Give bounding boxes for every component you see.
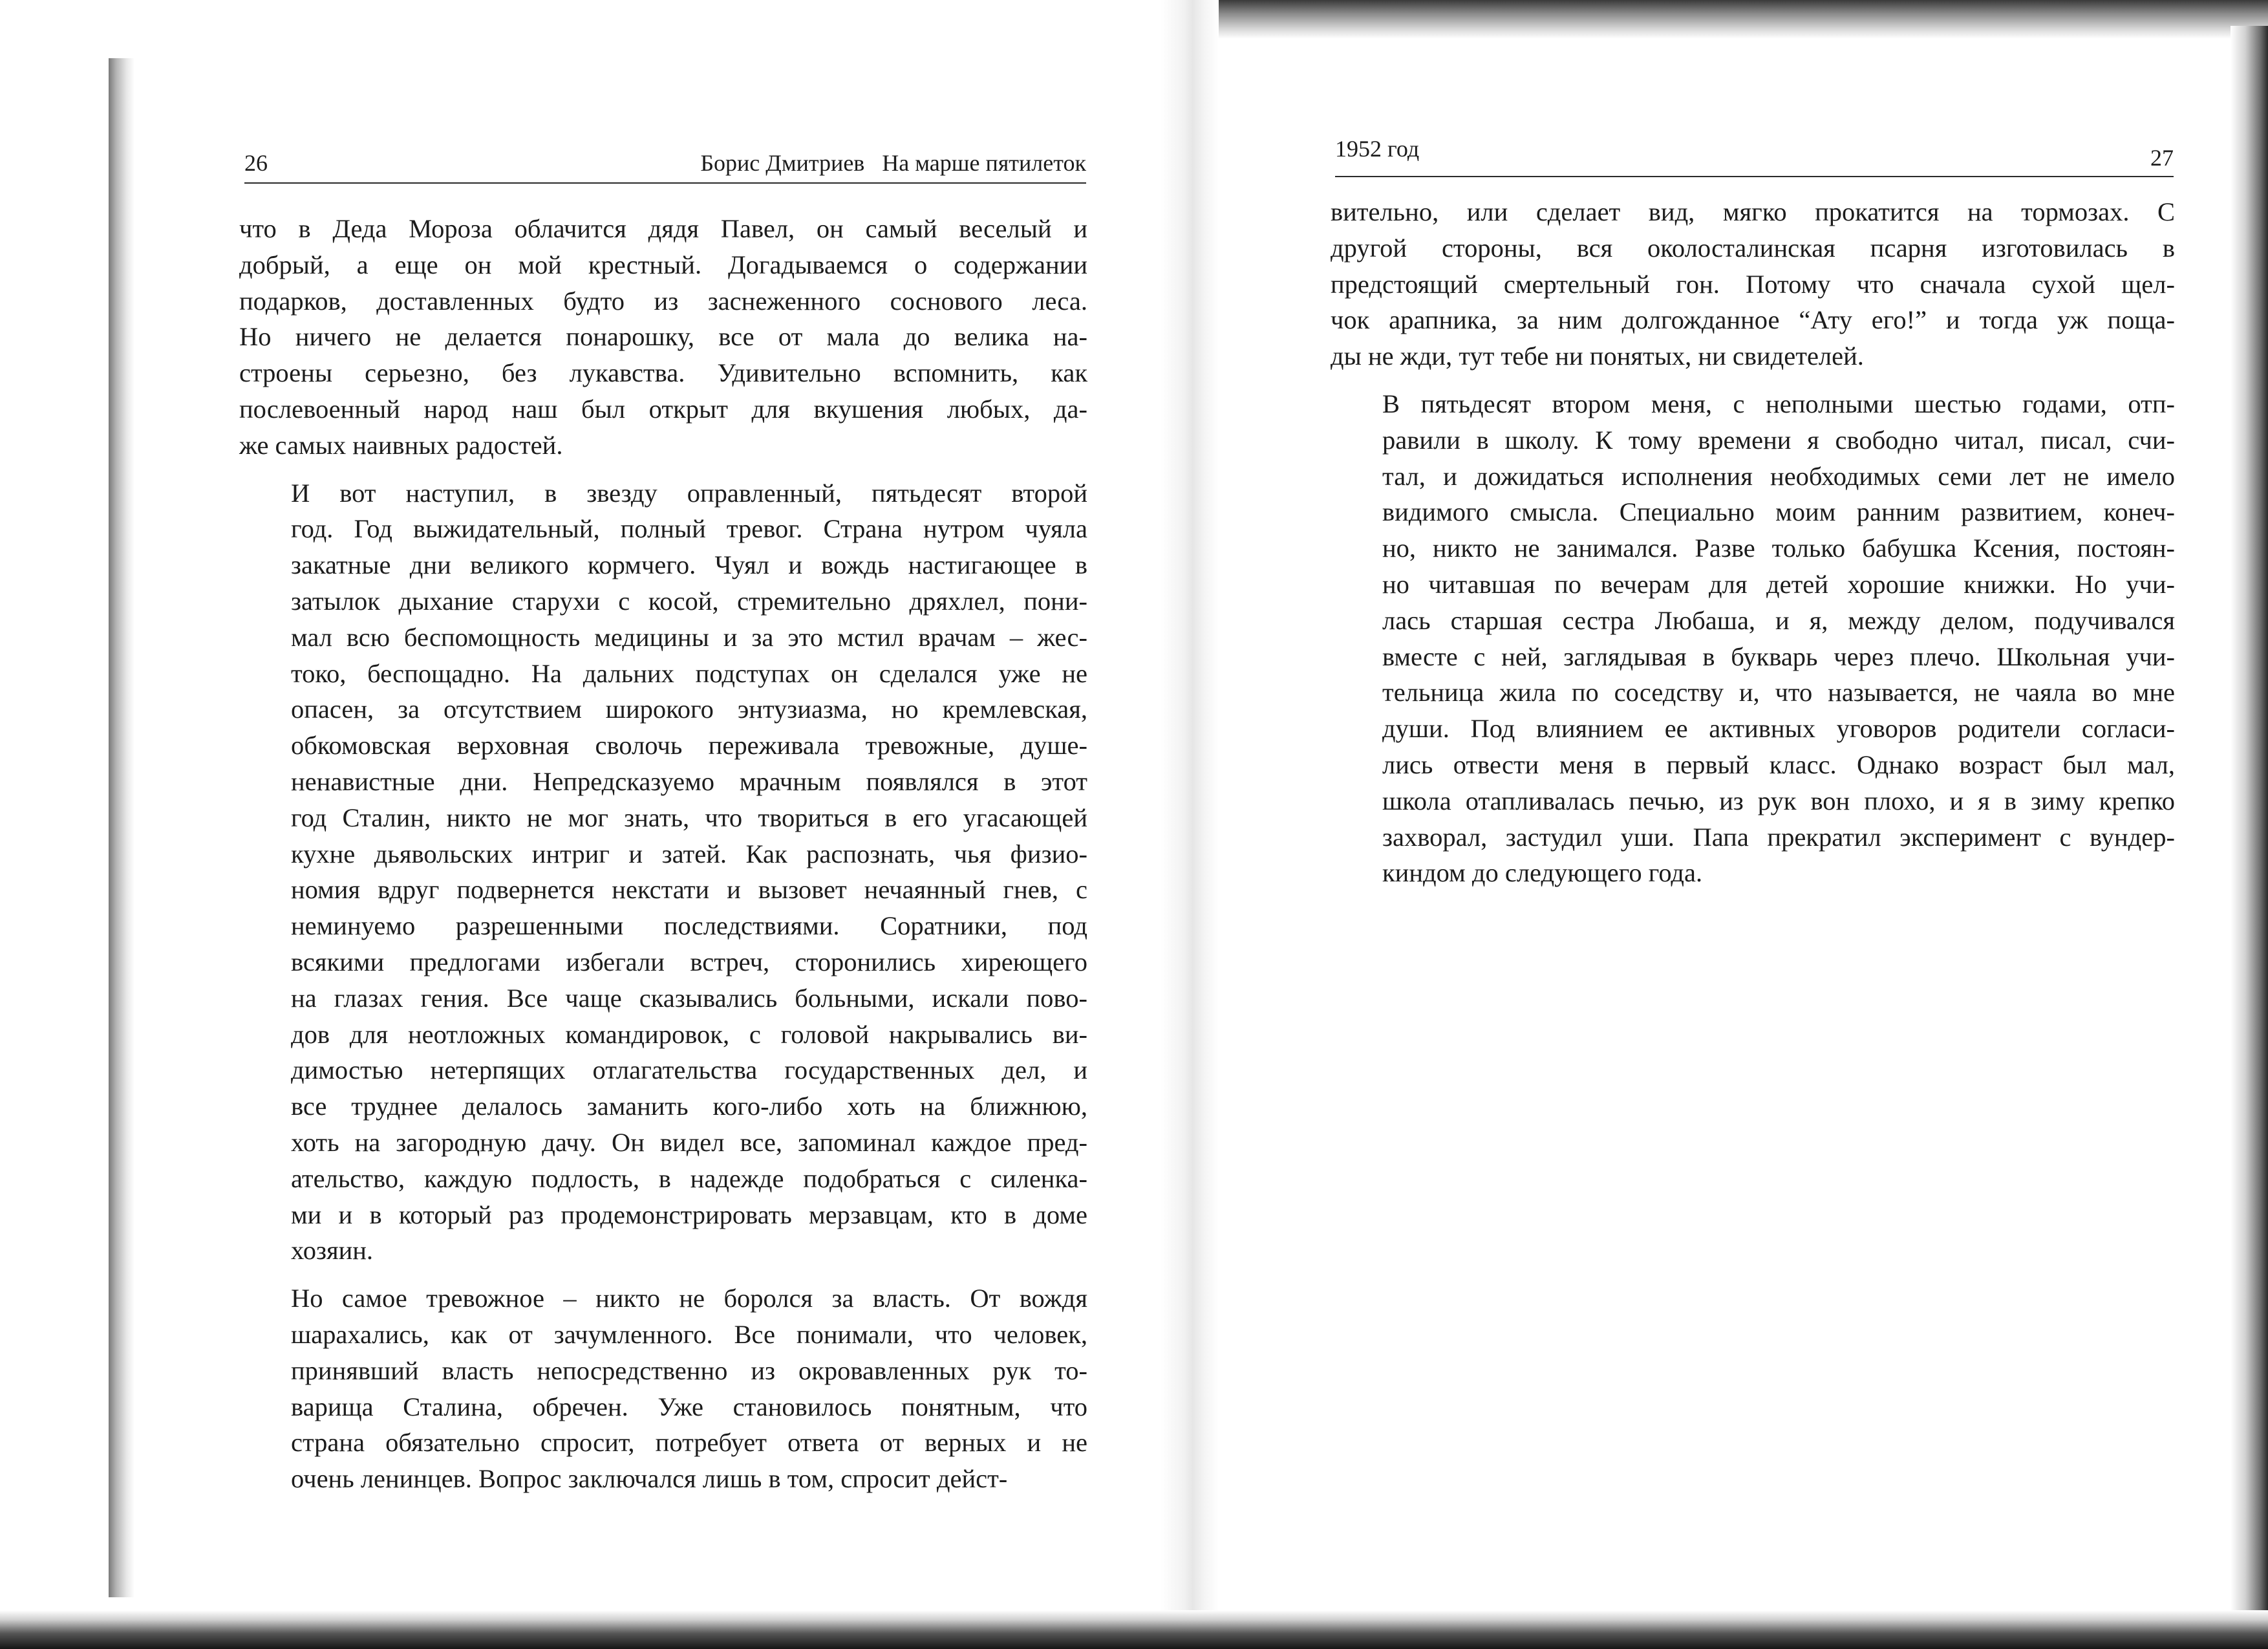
- left-page-number: 26: [244, 150, 268, 176]
- text-line: на глазах гения. Все чаще сказывались больными, искали пово-: [291, 983, 1087, 1013]
- text-line: же самых наивных радостей.: [239, 430, 563, 460]
- text-line: затылок дыхание старухи с косой, стремительно дряхлел, пони-: [291, 586, 1087, 616]
- text-line: мал всю беспомощность медицины и за это мстил врачам – жес-: [291, 622, 1087, 652]
- text-line: неминуемо разрешенными последствиями. Соратники, под: [291, 911, 1087, 941]
- right-header-rule: [1335, 176, 2174, 177]
- text-line: очень ленинцев. Вопрос заключался лишь в том, спросит дейст-: [291, 1464, 1008, 1494]
- text-line: лась старшая сестра Любаша, и я, между делом, подучивался: [1382, 605, 2175, 635]
- text-line: все труднее делалось заманить кого-либо хоть на ближнюю,: [291, 1092, 1087, 1121]
- text-line: обкомовская верховная сволочь переживала тревожные, душе-: [291, 731, 1087, 760]
- text-line: видимого смысла. Специально моим ранним развитием, конеч-: [1382, 497, 2175, 527]
- text-line: подарков, доставленных будто из заснеженного соснового леса.: [239, 286, 1087, 316]
- paragraph: [239, 475, 1087, 1269]
- paragraph: [239, 211, 1087, 464]
- text-line: лись отвести меня в первый класс. Однако возраст был мал,: [1382, 749, 2175, 779]
- text-line: но, никто не занимался. Разве только бабушка Ксения, постоян-: [1382, 534, 2175, 563]
- right-running-title: 1952 год: [1335, 136, 1420, 162]
- text-line: другой стороны, вся околосталинская псарня изготовилась в: [1331, 233, 2175, 263]
- text-line: души. Под влиянием ее активных уговоров родители согласи-: [1382, 714, 2175, 744]
- scan-top-shadow: [1177, 0, 2268, 39]
- text-line: кухне дьявольских интриг и затей. Как распознать, чья физио-: [291, 839, 1087, 868]
- text-line: ды не жди, тут тебе ни понятых, ни свидетелей.: [1331, 341, 1864, 371]
- text-line: ненавистные дни. Непредсказуемо мрачным появлялся в этот: [291, 766, 1087, 796]
- scan-right-edge: [2231, 26, 2268, 1623]
- text-line: опасен, за отсутствием широкого энтузиазма, но кремлевская,: [291, 695, 1087, 724]
- text-line: год Сталин, никто не мог знать, что твориться в его угасающей: [291, 803, 1087, 832]
- text-line: строены серьезно, без лукавства. Удивительно вспомнить, как: [239, 358, 1087, 388]
- scan-left-edge: [109, 58, 134, 1597]
- text-line: предстоящий смертельный гон. Потому что сначала сухой щел-: [1331, 269, 2175, 299]
- text-line: захворал, застудил уши. Папа прекратил эксперимент с вундер-: [1382, 822, 2175, 852]
- text-line: И вот наступил, в звезду оправленный, пятьдесят второй: [291, 478, 1087, 508]
- text-line: год. Год выжидательный, полный тревог. Страна нутром чуяла: [291, 514, 1087, 544]
- text-line: тал, и дожидаться исполнения необходимых семи лет не имело: [1382, 461, 2175, 491]
- text-line: Но ничего не делается понарошку, все от мала до велика на-: [239, 322, 1087, 352]
- paragraph: [1331, 194, 2175, 374]
- left-page-body: [239, 211, 1087, 1497]
- right-page-body: [1331, 194, 2175, 891]
- left-header-rule: [244, 182, 1086, 184]
- book-gutter: [1161, 0, 1219, 1649]
- text-line: чок арапника, за ним долгожданное “Ату его!” и тогда уж поща-: [1331, 305, 2175, 335]
- paragraph: [239, 1280, 1087, 1497]
- text-line: вместе с ней, заглядывая в букварь через плечо. Школьная учи-: [1382, 641, 2175, 671]
- text-line: что в Деда Мороза облачится дядя Павел, он самый веселый и: [239, 214, 1087, 243]
- text-line: димостью нетерпящих отлагательства государственных дел, и: [291, 1055, 1087, 1085]
- text-line: токо, беспощадно. На дальних подступах он сделался уже не: [291, 658, 1087, 688]
- text-line: страна обязательно спросит, потребует ответа от верных и не: [291, 1428, 1087, 1458]
- text-line: вительно, или сделает вид, мягко прокатится на тормозах. С: [1331, 197, 2175, 226]
- text-line: всякими предлогами избегали встреч, сторонились хиреющего: [291, 947, 1087, 976]
- text-line: принявший власть непосредственно из окровавленных рук то-: [291, 1355, 1087, 1385]
- text-line: ательство, каждую подлость, в надежде подобраться с силенка-: [291, 1163, 1087, 1193]
- text-line: но читавшая по вечерам для детей хорошие книжки. Но учи-: [1382, 569, 2175, 599]
- text-line: добрый, а еще он мой крестный. Догадываемся о содержании: [239, 250, 1087, 279]
- text-line: школа отапливалась печью, из рук вон плохо, и я в зиму крепко: [1382, 786, 2175, 815]
- text-line: хоть на загородную дачу. Он видел все, запоминал каждое пред-: [291, 1127, 1087, 1157]
- text-line: номия вдруг подвернется некстати и вызовет нечаянный гнев, с: [291, 875, 1087, 905]
- paragraph: [1331, 386, 2175, 891]
- text-line: тельница жила по соседству и, что называется, не чаяла во мне: [1382, 678, 2175, 707]
- scan-bottom-shadow: [0, 1610, 2268, 1649]
- text-line: послевоенный народ наш был открыт для вкушения любых, да-: [239, 394, 1087, 424]
- text-line: дов для неотложных командировок, с головой накрывались ви-: [291, 1019, 1087, 1049]
- text-line: варища Сталина, обречен. Уже становилось понятным, что: [291, 1392, 1087, 1421]
- text-line: закатные дни великого кормчего. Чуял и вождь настигающее в: [291, 550, 1087, 580]
- text-line: киндом до следующего года.: [1382, 858, 1703, 888]
- text-line: Но самое тревожное – никто не боролся за власть. От вождя: [291, 1284, 1087, 1313]
- right-page-number: 27: [2150, 145, 2174, 171]
- left-running-title: Борис Дмитриев На марше пятилеток: [700, 150, 1086, 176]
- text-line: шарахались, как от зачумленного. Все понимали, что человек,: [291, 1319, 1087, 1349]
- text-line: равили в школу. К тому времени я свободно читал, писал, счи-: [1382, 425, 2175, 455]
- text-line: ми и в который раз продемонстрировать мерзавцам, кто в доме: [291, 1200, 1087, 1229]
- text-line: хозяин.: [291, 1236, 374, 1266]
- text-line: В пятьдесят втором меня, с неполными шестью годами, отп-: [1382, 389, 2175, 418]
